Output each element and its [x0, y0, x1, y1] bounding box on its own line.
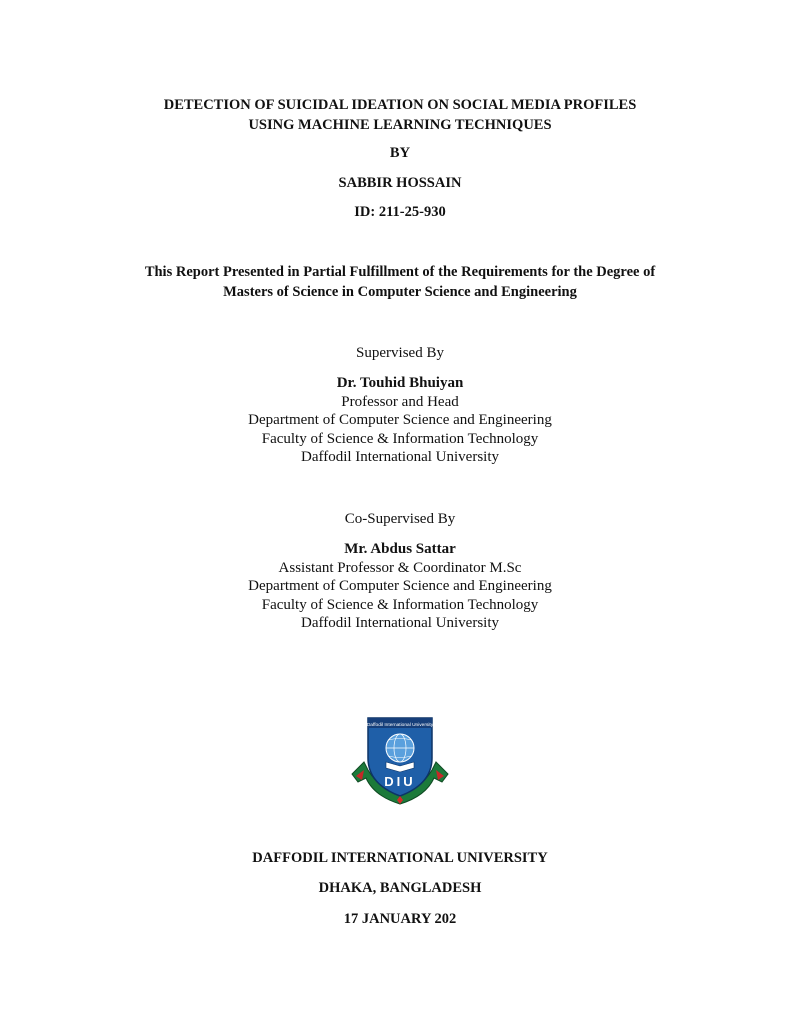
by-label: BY: [389, 145, 411, 161]
author-name: SABBIR HOSSAIN: [338, 175, 462, 191]
thesis-title-line-2: USING MACHINE LEARNING TECHNIQUES: [248, 117, 552, 133]
supervisor-block: [0, 374, 800, 467]
degree-statement-line-2: Masters of Science in Computer Science and Engineering: [223, 284, 577, 300]
university-crest-icon: [350, 712, 450, 808]
footer-city: DHAKA, BANGLADESH: [318, 880, 482, 896]
co-supervisor-faculty: Faculty of Science & Information Technology: [261, 596, 539, 613]
co-supervisor-department: Department of Computer Science and Engineering: [248, 578, 552, 594]
footer-university: DAFFODIL INTERNATIONAL UNIVERSITY: [252, 850, 548, 866]
crest-letters: DIU: [384, 774, 416, 789]
co-supervisor-name: Mr. Abdus Sattar: [344, 541, 456, 557]
supervisor-name: Dr. Touhid Bhuiyan: [336, 375, 464, 391]
degree-statement: [0, 262, 800, 302]
thesis-title-line-1: DETECTION OF SUICIDAL IDEATION ON SOCIAL MEDIA PROFILES: [163, 97, 637, 113]
supervisor-university: Daffodil International University: [300, 449, 499, 465]
supervisor-heading: Supervised By: [356, 345, 444, 361]
crest-ring-text: Daffodil International University: [366, 723, 434, 728]
student-id: ID: 211-25-930: [354, 204, 446, 220]
co-supervisor-block: [0, 540, 800, 633]
supervisor-faculty: Faculty of Science & Information Technology: [261, 430, 539, 447]
co-supervisor-heading: Co-Supervised By: [344, 511, 456, 527]
supervisor-designation: Professor and Head: [341, 393, 459, 410]
co-supervisor-university: Daffodil International University: [300, 615, 499, 631]
thesis-title: [0, 95, 800, 135]
supervisor-department: Department of Computer Science and Engineering: [248, 412, 552, 428]
degree-statement-line-1: This Report Presented in Partial Fulfillment of the Requirements for the Degree of: [144, 264, 656, 280]
footer-date: 17 JANUARY 202: [343, 911, 457, 927]
co-supervisor-designation: Assistant Professor & Coordinator M.Sc: [278, 559, 522, 576]
